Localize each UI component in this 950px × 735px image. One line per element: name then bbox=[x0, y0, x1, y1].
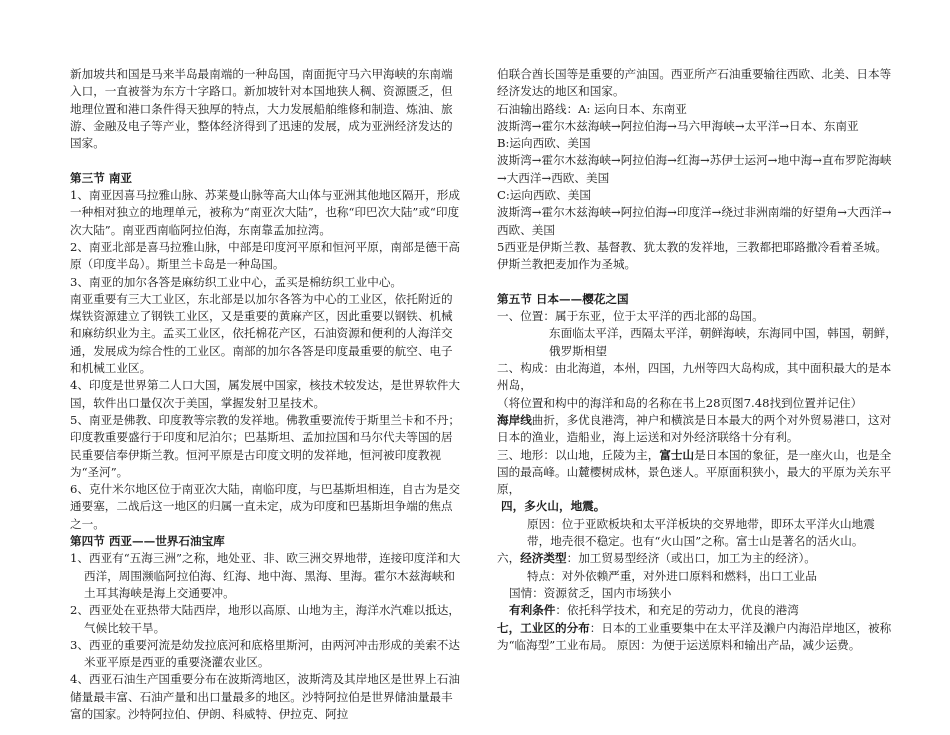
japan-economy-feature: 特点：对外依赖严重，对外进口原料和燃料，出口工业品 bbox=[527, 568, 817, 583]
right-column bbox=[497, 66, 897, 654]
oil-route-c: 波斯湾→霍尔木兹海峡→阿拉伯海→印度洋→绕过非洲南端的好望角→大西洋→西欧、美国 bbox=[497, 205, 892, 237]
japan-volcano-reason: 原因：位于亚欧板块和太平洋板块的交界地带，即环太平洋火山地震带，地壳很不稳定。也有“火山国”之称。富士山是著名的活火山。 bbox=[527, 516, 875, 549]
south-asia-item-4: 4、印度是世界第二人口大国，属发展中国家，核技术较发达，是世界软件大国，软件出口量仅次于美国，掌握发射卫星技术。 bbox=[70, 378, 460, 410]
left-column bbox=[70, 66, 462, 723]
west-asia-item-2: 2、西亚处在亚热带大陆西岸，地形以高原、山地为主，海洋水汽难以抵达，气候比较干旱。 bbox=[70, 603, 460, 635]
oil-route-c-head: C:运向西欧、美国 bbox=[497, 188, 591, 203]
japan-coastline bbox=[497, 412, 897, 447]
japan-location-detail: 东面临太平洋，西隔太平洋，朝鲜海峡，东海同中国，韩国，朝鲜，俄罗斯相望 bbox=[549, 326, 897, 358]
japan-terrain bbox=[497, 447, 897, 499]
japan-national-condition: 国情：资源贫乏，国内市场狭小 bbox=[509, 585, 672, 600]
oil-route-a: 波斯湾→霍尔木兹海峡→阿拉伯海→马六甲海峡→太平洋→日本、东南亚 bbox=[497, 118, 859, 133]
south-asia-item-6: 6、克什米尔地区位于南亚次大陆，南临印度，与巴基斯坦相连，自古为是交通要塞，二战后这一地区的归属一直未定，成为印度和巴基斯坦争端的焦点之一。 bbox=[70, 482, 460, 531]
favorable-text: ：依托科学技术，和充足的劳动力，优良的港湾 bbox=[555, 603, 799, 618]
west-asia-item-5: 5西亚是伊斯兰教、基督教、犹太教的发祥地，三教都把耶路撒冷看着圣城。伊斯兰教把麦加作为圣城。 bbox=[497, 239, 887, 272]
oil-route-title: 石油输出路线：A: 运向日本、东南亚 bbox=[497, 101, 687, 116]
section-4-title: 第四节 西亚——世界石油宝库 bbox=[70, 534, 225, 549]
section-5-title: 第五节 日本——樱花之国 bbox=[497, 291, 629, 306]
south-asia-item-1: 1、南亚因喜马拉雅山脉、苏莱曼山脉等高大山体与亚洲其他地区隔开，形成一种相对独立的地理单元，被称为“南亚次大陆”，也称“印巴次大陆”或“印度次大陆”。南亚西南临阿拉伯海，东南靠孟加拉湾。 bbox=[70, 188, 460, 237]
japan-location: 一、位置：属于东亚，位于太平洋的西北部的岛国。 bbox=[497, 309, 764, 324]
coastline-text: 曲折，多优良港湾，神户和横滨是日本最大的两个对外贸易港口，这对日本的渔业，造船业，海上运送和对外经济联络十分有利。 bbox=[497, 412, 892, 445]
south-asia-industry: 南亚重要有三大工业区，东北部是以加尔各答为中心的工业区，依托附近的煤铁资源建立了钢铁工业区，又是重要的黄麻产区，因此重要以钢铁、机械和麻纺织业为主。孟买工业区，依托棉花产区，石油资源和便利的人海洋交通，发展成为综合性的工业区。南部的加尔各答是印度最重要的航空、电子和机械工业区。 bbox=[70, 291, 453, 376]
japan-economy bbox=[497, 550, 897, 567]
west-asia-item-1: 1、西亚有“五海三洲”之称，地处亚、非、欧三洲交界地带，连接印度洋和大西洋，周围濒临阿拉伯海、红海、地中海、黑海、里海。霍尔木兹海峡和土耳其海峡是海上交通要冲。 bbox=[70, 551, 461, 600]
japan-favorable-conditions bbox=[497, 602, 897, 619]
south-asia-item-2: 2、南亚北部是喜马拉雅山脉，中部是印度河平原和恒河平原，南部是德干高原（印度半岛）。斯里兰卡岛是一种岛国。 bbox=[70, 239, 460, 272]
oil-export-paragraph: 伯联合酋长国等是重要的产油国。西亚所产石油重要输往西欧、北美、日本等经济发达的地区和国家。 bbox=[497, 67, 892, 99]
japan-composition: 二、构成：由北海道，本州，四国，九州等四大岛构成，其中面积最大的是本州岛， bbox=[497, 361, 892, 393]
economy-num: 六， bbox=[497, 551, 521, 566]
oil-route-b-head: B:运向西欧、美国 bbox=[497, 136, 591, 151]
south-asia-item-5: 5、南亚是佛教、印度教等宗教的发祥地。佛教重要流传于斯里兰卡和不丹；印度教重要盛行于印度和尼泊尔；巴基斯坦、孟加拉国和马尔代夫等国的居民重要信奉伊斯兰教。恒河平原是古印度文明的发祥地，恒河被印度教视为“圣河”。 bbox=[70, 412, 460, 479]
industry-text: ：日本的工业重要集中在太平洋及濑户内海沿岸地区，被称为“临海型”工业布局。 原因：为便于运送原料和输出产品，减少运费。 bbox=[497, 620, 892, 652]
favorable-label: 有利条件 bbox=[509, 603, 556, 618]
industry-head: 七，工业区的分布 bbox=[497, 620, 590, 635]
oil-route-b: 波斯湾→霍尔木兹海峡→阿拉伯海→红海→苏伊士运河→地中海→直布罗陀海峡→大西洋→西欧、美国 bbox=[497, 153, 892, 185]
economy-text: ：加工贸易型经济（或出口，加工为主的经济）。 bbox=[566, 551, 816, 566]
japan-industry-distribution bbox=[497, 620, 897, 655]
singapore-paragraph: 新加坡共和国是马来半岛最南端的一种岛国，南面扼守马六甲海峡的东南端入口，一直被誉为东方十字路口。新加坡针对本国地狭人稠、资源匮乏，但地理位置和港口条件得天独厚的特点，大力发展船舶维修和制造、炼油、旅游、金融及电子等产业，整体经济得到了迅速的发展，成为亚洲经济发达的国家。 bbox=[70, 67, 453, 151]
south-asia-item-3: 3、南亚的加尔各答是麻纺织工业中心，孟买是棉纺织工业中心。 bbox=[70, 274, 403, 289]
terrain-head: 三、地形：以山地，丘陵为主， bbox=[497, 447, 660, 462]
west-asia-item-4: 4、西亚石油生产国重要分布在波斯湾地区，波斯湾及其岸地区是世界上石油储量最丰富、石油产量和出口量最多的地区。沙特阿拉伯是世界储油量最丰富的国家。沙特阿拉伯、伊朗、科威特、伊拉克、阿拉 bbox=[70, 672, 460, 721]
coastline-label: 海岸线 bbox=[497, 412, 532, 427]
economy-label: 经济类型 bbox=[520, 551, 567, 566]
section-3-title: 第三节 南亚 bbox=[70, 170, 133, 185]
fuji-label: 富士山 bbox=[659, 447, 695, 462]
japan-volcano-title: 四，多火山，地震。 bbox=[501, 499, 606, 514]
terrain-text: 是日本国的象征，是一座火山，也是全国的最高峰。山麓樱树成林，景色迷人。平原面积狭小，最大的平原为关东平原， bbox=[497, 447, 892, 497]
japan-map-note: （将位置和构中的海洋和岛的名称在书上28页图7.48找到位置并记住） bbox=[497, 395, 863, 410]
west-asia-item-3: 3、西亚的重要河流是幼发拉底河和底格里斯河，由两河冲击形成的美索不达米亚平原是西亚的重要浇灌农业区。 bbox=[70, 637, 460, 670]
